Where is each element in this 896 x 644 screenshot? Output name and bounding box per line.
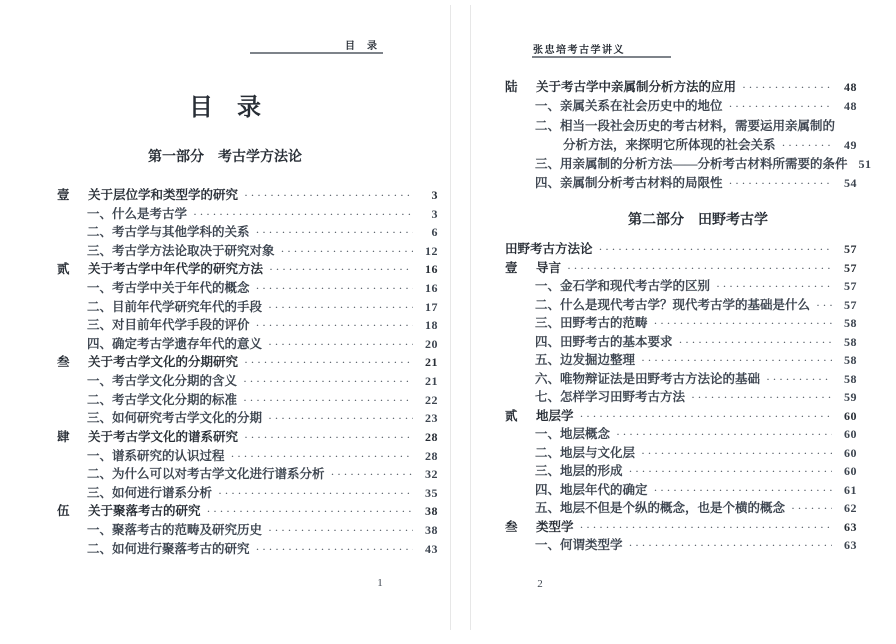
toc-entry <box>505 333 857 352</box>
entry-number: 贰 <box>505 408 518 423</box>
dot-leader <box>816 296 832 315</box>
toc-entry <box>505 78 857 97</box>
entry-page-number: 17 <box>425 299 438 314</box>
dot-leader <box>654 314 832 333</box>
entry-title: 用亲属制的分析方法——分析考古材料所需要的条件 <box>560 157 848 172</box>
dot-leader <box>269 260 413 279</box>
dot-leader <box>599 240 832 259</box>
entry-page-number: 57 <box>844 242 857 256</box>
entry-title: 田野考古方法论 <box>505 242 593 256</box>
entry-page-number: 22 <box>425 392 438 407</box>
entry-title: 何谓类型学 <box>560 538 623 552</box>
dot-leader <box>331 465 413 484</box>
toc-entry <box>505 444 857 463</box>
entry-title: 关于考古学中亲属制分析方法的应用 <box>536 80 737 94</box>
entry-number: 陆 <box>505 80 518 94</box>
toc-list-part1 <box>57 186 438 558</box>
dot-leader <box>268 521 413 540</box>
entry-page-number: 21 <box>425 374 438 389</box>
entry-number: 二、 <box>87 541 113 556</box>
dot-leader <box>580 518 832 537</box>
dot-leader <box>243 391 413 410</box>
toc-entry <box>505 259 857 278</box>
entry-number: 一、 <box>87 206 113 221</box>
entry-title: 聚落考古的范畴及研究历史 <box>112 522 263 537</box>
toc-entry <box>57 540 438 559</box>
entry-page-number: 48 <box>844 80 857 94</box>
toc-entry <box>505 388 857 407</box>
entry-title: 如何进行聚落考古的研究 <box>112 541 250 556</box>
toc-entry <box>505 407 857 426</box>
dot-leader <box>782 136 832 155</box>
entry-title: 谱系研究的认识过程 <box>112 448 225 463</box>
entry-page-number: 63 <box>844 519 857 534</box>
toc-entry <box>57 391 438 410</box>
entry-page-number: 51 <box>858 157 872 172</box>
toc-entry <box>505 117 857 136</box>
entry-page-number: 20 <box>425 336 438 351</box>
entry-number: 六、 <box>535 371 561 386</box>
toc-entry <box>57 298 438 317</box>
entry-number: 三、 <box>87 411 113 426</box>
entry-number: 三、 <box>535 157 561 172</box>
entry-title: 唯物辩证法是田野考古方法论的基础 <box>560 371 761 386</box>
dot-leader <box>616 425 832 444</box>
toc-entry <box>505 174 857 193</box>
entry-title: 亲属制分析考古材料的局限性 <box>560 176 723 191</box>
entry-title: 关于考古学文化的谱系研究 <box>88 429 239 444</box>
entry-page-number: 32 <box>425 467 438 482</box>
toc-entry <box>57 316 438 335</box>
entry-number: 二、 <box>87 225 113 240</box>
toc-entry <box>505 155 872 174</box>
dot-leader <box>244 186 413 205</box>
entry-number: 五、 <box>535 353 561 367</box>
entry-page-number: 63 <box>844 538 857 552</box>
toc-entry <box>57 484 438 503</box>
entry-number: 一、 <box>87 522 113 537</box>
dot-leader <box>218 484 413 503</box>
dot-leader <box>679 333 832 352</box>
entry-title: 关于考古学文化的分期研究 <box>88 355 239 370</box>
toc-entry <box>57 409 438 428</box>
entry-page-number: 58 <box>844 334 857 349</box>
dot-leader <box>193 205 413 224</box>
entry-page-number: 28 <box>425 429 438 444</box>
dot-leader <box>244 353 413 372</box>
dot-leader <box>256 279 413 298</box>
entry-title: 考古学方法论取决于研究对象 <box>112 243 275 258</box>
toc-entry <box>57 205 438 224</box>
entry-page-number: 12 <box>425 243 438 258</box>
entry-page-number: 43 <box>425 541 438 556</box>
entry-title: 亲属关系在社会历史中的地位 <box>560 99 723 114</box>
dot-leader <box>641 351 832 370</box>
dot-leader <box>244 428 413 447</box>
entry-title: 关于聚落考古的研究 <box>88 504 201 519</box>
entry-number: 二、 <box>535 118 561 133</box>
toc-list-part1-continued <box>505 78 872 194</box>
entry-title: 地层不但是个纵的概念，也是个横的概念 <box>560 501 786 515</box>
entry-page-number: 62 <box>844 501 857 515</box>
left-page-edge <box>450 5 451 630</box>
entry-title: 边发掘边整理 <box>560 353 636 367</box>
dot-leader <box>766 370 832 389</box>
entry-page-number: 38 <box>425 504 438 519</box>
running-head-rule-left <box>250 52 383 54</box>
toc-entry <box>57 428 438 447</box>
toc-entry <box>57 260 438 279</box>
toc-entry <box>57 502 438 521</box>
entry-number: 二、 <box>87 467 113 482</box>
entry-number: 一、 <box>87 448 113 463</box>
entry-page-number: 57 <box>844 279 857 293</box>
toc-title: 目 录 <box>189 95 261 121</box>
entry-title: 什么是现代考古学？现代考古学的基础是什么 <box>560 297 811 312</box>
toc-entry <box>505 518 857 537</box>
entry-page-number: 35 <box>425 485 438 500</box>
dot-leader <box>268 298 413 317</box>
toc-entry <box>57 279 438 298</box>
entry-number: 一、 <box>535 279 561 293</box>
toc-entry <box>57 372 438 391</box>
toc-entry <box>57 186 438 205</box>
entry-title: 地层与文化层 <box>560 445 636 460</box>
toc-entry <box>57 242 438 261</box>
toc-entry <box>505 240 857 259</box>
entry-number: 三、 <box>87 318 113 333</box>
entry-number: 四、 <box>535 334 561 349</box>
toc-entry <box>505 370 857 389</box>
entry-page-number: 6 <box>431 225 438 240</box>
toc-entry <box>505 136 857 155</box>
toc-entry <box>57 335 438 354</box>
dot-leader <box>654 481 832 500</box>
entry-page-number: 48 <box>844 99 857 114</box>
entry-title: 田野考古的基本要求 <box>560 334 673 349</box>
entry-page-number: 49 <box>844 137 857 152</box>
entry-number: 壹 <box>505 260 518 275</box>
entry-page-number: 57 <box>844 297 857 312</box>
entry-title: 地层的形成 <box>560 464 623 478</box>
toc-entry <box>57 465 438 484</box>
entry-page-number: 18 <box>425 318 438 333</box>
right-page-folio: 2 <box>537 578 543 590</box>
entry-number: 五、 <box>535 501 561 515</box>
entry-title: 考古学文化分期的标准 <box>112 392 238 407</box>
entry-title: 怎样学习田野考古方法 <box>560 390 686 404</box>
entry-page-number: 60 <box>844 408 857 423</box>
entry-number: 叁 <box>505 519 518 534</box>
entry-title: 如何进行谱系分析 <box>112 485 213 500</box>
entry-number: 三、 <box>535 316 561 330</box>
entry-title: 目前年代学研究年代的手段 <box>112 299 263 314</box>
toc-entry <box>57 223 438 242</box>
toc-list-part2 <box>505 240 857 555</box>
entry-number: 伍 <box>57 504 70 519</box>
toc-entry <box>505 462 857 481</box>
toc-entry <box>505 351 857 370</box>
entry-number: 三、 <box>87 243 113 258</box>
entry-number: 四、 <box>535 482 561 497</box>
toc-entry <box>505 296 857 315</box>
entry-page-number: 16 <box>425 262 438 277</box>
running-head-right: 张忠培考古学讲义 <box>533 45 625 56</box>
dot-leader <box>791 499 832 518</box>
entry-number: 一、 <box>87 374 113 389</box>
entry-title: 对目前年代学手段的评价 <box>112 318 250 333</box>
dot-leader <box>641 444 832 463</box>
dot-leader <box>567 259 832 278</box>
entry-number: 一、 <box>87 281 113 296</box>
entry-title: 地层年代的确定 <box>560 482 648 497</box>
entry-title: 确定考古学遗存年代的意义 <box>112 336 263 351</box>
entry-page-number: 3 <box>431 188 438 202</box>
part-one-heading: 第一部分 考古学方法论 <box>148 148 302 164</box>
entry-title: 考古学与其他学科的关系 <box>112 225 250 240</box>
entry-title: 如何研究考古学文化的分期 <box>112 411 263 426</box>
entry-title: 地层概念 <box>560 427 611 441</box>
dot-leader <box>256 316 413 335</box>
dot-leader <box>742 78 832 97</box>
entry-page-number: 28 <box>425 448 438 463</box>
entry-page-number: 57 <box>844 260 857 275</box>
entry-number: 肆 <box>57 429 70 444</box>
toc-entry <box>505 425 857 444</box>
entry-title: 金石学和现代考古学的区别 <box>560 279 711 293</box>
entry-title: 什么是考古学 <box>112 206 188 221</box>
dot-leader <box>256 540 413 559</box>
entry-page-number: 58 <box>844 353 857 367</box>
dot-leader <box>207 502 413 521</box>
entry-number: 二、 <box>87 392 113 407</box>
entry-number: 一、 <box>535 538 561 552</box>
entry-page-number: 21 <box>425 355 438 370</box>
entry-number: 叁 <box>57 355 70 370</box>
toc-entry <box>505 97 857 116</box>
entry-number: 二、 <box>87 299 113 314</box>
dot-leader <box>268 409 413 428</box>
dot-leader <box>231 447 413 466</box>
entry-number: 四、 <box>87 336 113 351</box>
dot-leader <box>716 277 832 296</box>
entry-title: 类型学 <box>536 519 574 534</box>
entry-number: 四、 <box>535 176 561 191</box>
entry-title: 考古学中关于年代的概念 <box>112 281 250 296</box>
entry-number: 二、 <box>535 445 561 460</box>
entry-page-number: 58 <box>844 371 857 386</box>
entry-page-number: 61 <box>844 482 857 497</box>
entry-number: 二、 <box>535 297 561 312</box>
entry-page-number: 54 <box>844 176 857 191</box>
running-head-left: 目 录 <box>345 41 378 52</box>
dot-leader <box>629 536 832 555</box>
dot-leader <box>691 388 832 407</box>
toc-entry <box>57 353 438 372</box>
toc-entry <box>505 499 857 518</box>
entry-page-number: 59 <box>844 390 857 404</box>
entry-title: 考古学文化分期的含义 <box>112 374 238 389</box>
entry-page-number: 60 <box>844 464 857 478</box>
entry-title: 为什么可以对考古学文化进行谱系分析 <box>112 467 325 482</box>
entry-page-number: 38 <box>425 522 438 537</box>
entry-title: 关于考古学中年代学的研究方法 <box>88 262 264 277</box>
entry-title: 导言 <box>536 260 562 275</box>
toc-entry <box>505 481 857 500</box>
toc-entry <box>505 536 857 555</box>
entry-number: 贰 <box>57 262 70 277</box>
entry-number: 一、 <box>535 427 561 441</box>
part-two-heading: 第二部分 田野考古学 <box>628 211 768 227</box>
left-page-folio: 1 <box>377 577 383 589</box>
running-head-rule-right <box>532 56 671 58</box>
entry-page-number: 16 <box>425 281 438 296</box>
dot-leader <box>268 335 413 354</box>
dot-leader <box>243 372 413 391</box>
entry-page-number: 58 <box>844 316 857 330</box>
entry-page-number: 3 <box>431 206 438 221</box>
entry-page-number: 60 <box>844 445 857 460</box>
toc-entry <box>57 447 438 466</box>
entry-title: 田野考古的范畴 <box>560 316 648 330</box>
dot-leader <box>281 242 413 261</box>
right-page <box>470 0 896 644</box>
dot-leader <box>256 223 413 242</box>
entry-page-number: 23 <box>425 411 438 426</box>
entry-number: 三、 <box>535 464 561 478</box>
dot-leader <box>729 97 832 116</box>
entry-number: 壹 <box>57 188 70 202</box>
toc-entry <box>505 314 857 333</box>
entry-title: 关于层位学和类型学的研究 <box>88 188 239 202</box>
dot-leader <box>629 462 832 481</box>
toc-entry <box>505 277 857 296</box>
entry-title: 相当一段社会历史的考古材料，需要运用亲属制的 <box>560 118 836 133</box>
entry-title: 地层学 <box>536 408 574 423</box>
entry-number: 一、 <box>535 99 561 114</box>
entry-title: 分析方法，来探明它所体现的社会关系 <box>563 137 776 152</box>
entry-page-number: 60 <box>844 427 857 441</box>
entry-number: 七、 <box>535 390 561 404</box>
dot-leader <box>580 407 832 426</box>
toc-entry <box>57 521 438 540</box>
dot-leader <box>729 174 832 193</box>
entry-number: 三、 <box>87 485 113 500</box>
